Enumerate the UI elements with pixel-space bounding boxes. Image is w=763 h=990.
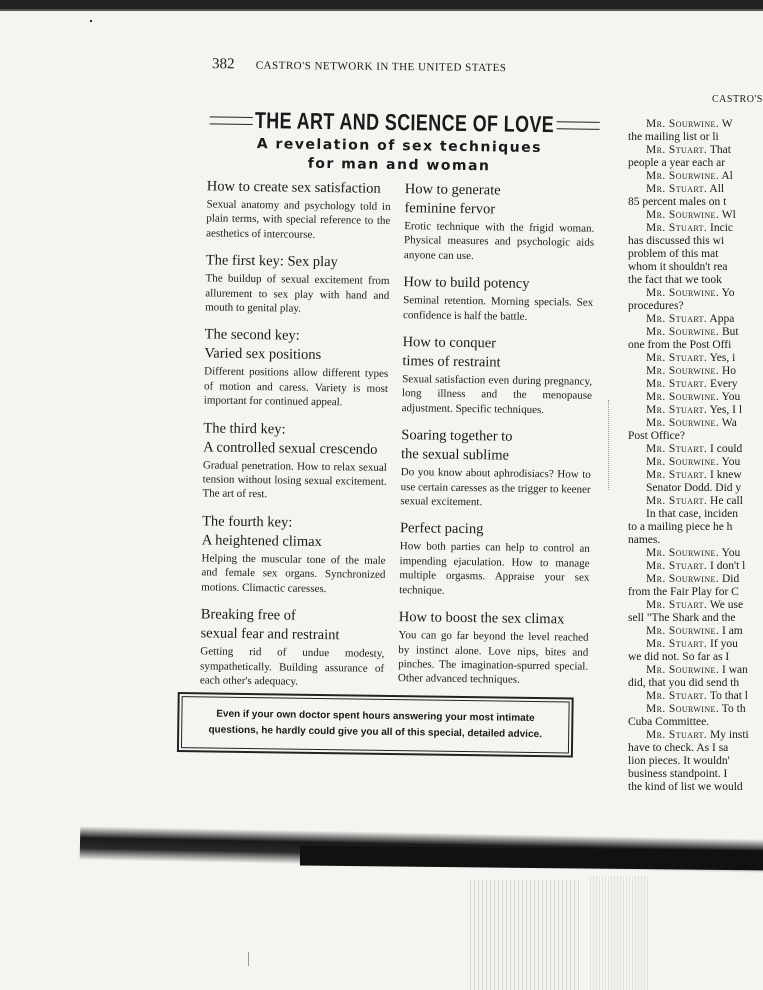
transcript-text: You	[721, 391, 741, 403]
transcript-text: 85 percent males on t	[628, 196, 727, 208]
transcript-text: whom it shouldn't rea	[628, 261, 728, 273]
transcript-text: Cuba Committee.	[628, 716, 710, 728]
transcript-column	[628, 118, 763, 794]
transcript-line	[628, 469, 763, 482]
speaker-name: Mr. Sourwine.	[646, 209, 720, 221]
speaker-name: Mr. Stuart.	[646, 378, 708, 390]
transcript-text: I wan	[722, 664, 748, 676]
ad-section	[206, 178, 391, 243]
transcript-text: To that l	[709, 690, 749, 702]
ad-section	[204, 327, 389, 411]
transcript-text: we did not. So far as I	[628, 651, 730, 663]
transcript-line	[628, 768, 763, 781]
advertisement	[171, 100, 605, 776]
transcript-line	[628, 300, 763, 313]
transcript-text: Senator Dodd. Did y	[646, 482, 742, 494]
speaker-name: Mr. Stuart.	[646, 469, 708, 481]
section-heading: Varied sex positions	[204, 345, 322, 364]
speaker-name: Mr. Stuart.	[646, 144, 708, 156]
transcript-line	[628, 170, 763, 183]
speaker-name: Mr. Sourwine.	[646, 417, 720, 429]
section-heading: How to boost the sex climax	[398, 609, 565, 628]
transcript-text: Al	[721, 170, 733, 182]
transcript-text: All	[709, 183, 725, 195]
transcript-line	[628, 144, 763, 157]
speaker-name: Mr. Sourwine.	[646, 547, 720, 559]
transcript-line	[628, 599, 763, 612]
speaker-name: Mr. Stuart.	[646, 690, 708, 702]
transcript-text: procedures?	[628, 300, 684, 312]
speaker-name: Mr. Sourwine.	[646, 287, 720, 299]
transcript-line	[628, 274, 763, 287]
section-body: Getting rid of undue modesty, sympathetically. Building assurance of each other's adequacy.	[199, 645, 385, 688]
transcript-text: the kind of list we would	[628, 781, 743, 793]
section-body: Different positions allow different types of motion and caress. Variety is most important for continued appeal.	[203, 365, 389, 409]
transcript-line	[628, 209, 763, 222]
transcript-line	[628, 456, 763, 469]
transcript-line	[628, 677, 763, 690]
ad-section	[402, 334, 593, 418]
transcript-text: W	[721, 118, 733, 130]
transcript-text: has discussed this wi	[628, 235, 725, 247]
section-body: How both parties can help to control an impending ejaculation. How to manage multiple orgasms. Appraise your sex technique.	[399, 540, 590, 597]
section-heading: times of restraint	[402, 353, 501, 371]
transcript-text: You	[721, 547, 741, 559]
transcript-line	[628, 547, 763, 560]
transcript-line	[628, 339, 763, 352]
speaker-name: Mr. Sourwine.	[646, 326, 720, 338]
transcript-text: problem of this mat	[628, 248, 719, 260]
transcript-line	[628, 131, 763, 144]
speaker-name: Mr. Stuart.	[646, 599, 708, 611]
transcript-text: Every	[710, 378, 738, 390]
transcript-line	[628, 417, 763, 430]
transcript-text: one from the Post Offi	[628, 339, 732, 351]
section-heading: Breaking free of	[200, 606, 296, 624]
scan-smear-dark	[300, 846, 763, 871]
transcript-text: Post Office?	[628, 430, 685, 442]
transcript-line	[628, 443, 763, 456]
transcript-line	[628, 157, 763, 170]
transcript-line	[628, 755, 763, 768]
running-head: CASTRO'S NETWORK IN THE UNITED STATES	[255, 59, 507, 75]
speaker-name: Mr. Sourwine.	[646, 456, 720, 468]
page-header	[212, 56, 572, 77]
transcript-text: That	[709, 144, 731, 156]
transcript-line	[628, 651, 763, 664]
transcript-line	[628, 560, 763, 573]
facing-page-head: CASTRO'S	[712, 94, 763, 105]
transcript-line	[628, 404, 763, 417]
speaker-name: Mr. Stuart.	[646, 443, 708, 455]
transcript-line	[628, 729, 763, 742]
transcript-text: My insti	[710, 729, 749, 741]
transcript-text: Yes, I l	[709, 404, 743, 416]
transcript-line	[628, 287, 763, 300]
transcript-text: the fact that we took	[628, 274, 722, 286]
transcript-line	[628, 521, 763, 534]
section-body: You can go far beyond the level reached by instinct alone. Love nips, bites and pinches. The imagination-spurred special. Other advanced techniques.	[397, 629, 589, 687]
transcript-text: sell "The Shark and the	[628, 612, 736, 624]
section-body: Sexual satisfaction even during pregnancy, long illness and the menopause adjustment. Specific techniques.	[401, 373, 593, 416]
transcript-text: I knew	[710, 469, 742, 481]
ad-subtitle-line: for man and woman	[307, 155, 491, 175]
transcript-line	[628, 430, 763, 443]
scan-artifact	[590, 876, 650, 990]
transcript-text: the mailing list or li	[628, 131, 719, 143]
section-body: Erotic technique with the frigid woman. Physical measures and psychologic aids anyone can use.	[403, 220, 595, 262]
transcript-text: I am	[722, 625, 743, 637]
transcript-text: In that case, inciden	[646, 508, 738, 520]
ad-right-column	[398, 181, 595, 700]
section-heading: A controlled sexual crescendo	[203, 439, 378, 458]
speaker-name: Mr. Stuart.	[646, 222, 708, 234]
transcript-line	[628, 391, 763, 404]
transcript-line	[628, 248, 763, 261]
transcript-line	[628, 508, 763, 521]
speaker-name: Mr. Stuart.	[646, 313, 708, 325]
speaker-name: Mr. Sourwine.	[646, 625, 720, 637]
transcript-line	[628, 235, 763, 248]
section-body: Gradual penetration. How to relax sexual tension without losing sexual excitement. The art of rest.	[202, 459, 387, 501]
section-heading: feminine fervor	[404, 200, 496, 218]
transcript-line	[628, 534, 763, 547]
scan-speck	[90, 20, 92, 22]
speaker-name: Mr. Stuart.	[646, 352, 708, 364]
transcript-text: He call	[710, 495, 743, 507]
transcript-line	[628, 313, 763, 326]
transcript-line	[628, 378, 763, 391]
section-heading: How to build potency	[403, 274, 530, 293]
transcript-line	[628, 664, 763, 677]
transcript-line	[628, 196, 763, 209]
ad-title: THE ART AND SCIENCE OF LOVE	[254, 107, 555, 138]
ad-section	[404, 181, 595, 265]
speaker-name: Mr. Stuart.	[646, 560, 708, 572]
transcript-text: But	[722, 326, 739, 338]
section-heading: the sexual sublime	[400, 446, 510, 464]
transcript-line	[628, 495, 763, 508]
transcript-text: To th	[721, 703, 746, 715]
transcript-text: business standpoint. I	[628, 768, 728, 780]
ad-notice-box: Even if your own doctor spent hours answering your most intimate questions, he hardly could give you all of this special, detailed advice.	[181, 696, 570, 753]
speaker-name: Mr. Stuart.	[646, 638, 708, 650]
section-body: Seminal retention. Morning specials. Sex confidence is half the battle.	[402, 294, 594, 323]
speaker-name: Mr. Stuart.	[646, 404, 708, 416]
transcript-text: Wl	[721, 209, 736, 221]
transcript-text: people a year each ar	[628, 157, 726, 169]
scan-artifact	[248, 952, 249, 966]
transcript-line	[628, 638, 763, 651]
speaker-name: Mr. Sourwine.	[646, 391, 720, 403]
transcript-line	[628, 482, 763, 495]
scan-top-border	[0, 0, 763, 9]
transcript-line	[628, 365, 763, 378]
section-heading: Soaring together to	[401, 427, 513, 445]
speaker-name: Mr. Sourwine.	[646, 703, 720, 715]
ad-left-column	[200, 178, 391, 702]
transcript-text: lion pieces. It wouldn'	[628, 755, 730, 767]
section-heading: The fourth key:	[202, 513, 293, 531]
transcript-line	[628, 352, 763, 365]
speaker-name: Mr. Sourwine.	[646, 573, 720, 585]
transcript-line	[628, 118, 763, 131]
speaker-name: Mr. Sourwine.	[646, 365, 720, 377]
scan-top-border-shadow	[0, 9, 763, 11]
ad-section	[399, 521, 590, 600]
speaker-name: Mr. Sourwine.	[646, 170, 720, 182]
speaker-name: Mr. Sourwine.	[646, 664, 720, 676]
section-body: Helping the muscular tone of the male and female sex organs. Synchronized motions. Climactic caresses.	[201, 552, 386, 595]
transcript-text: have to check. As I sa	[628, 742, 729, 754]
transcript-text: did, that you did send th	[628, 677, 740, 689]
ad-subtitle	[249, 135, 550, 177]
transcript-text: from the Fair Play for C	[628, 586, 739, 598]
section-heading: How to conquer	[402, 334, 497, 352]
gutter-dots	[608, 400, 610, 490]
ad-subtitle-line: A revelation of sex techniques	[256, 136, 543, 157]
section-heading: sexual fear and restraint	[200, 625, 340, 644]
transcript-line	[628, 625, 763, 638]
transcript-line	[628, 573, 763, 586]
section-body: Do you know about aphrodisiacs? How to use certain caresses as the trigger to keener sexual excitement.	[400, 466, 591, 509]
ad-section	[201, 513, 386, 597]
title-rule-right	[556, 121, 599, 130]
transcript-text: I could	[710, 443, 743, 455]
ad-section	[200, 606, 385, 690]
transcript-text: to a mailing piece he h	[628, 521, 733, 533]
transcript-line	[628, 703, 763, 716]
section-body: The buildup of sexual excitement from allurement to sex play with hand and mouth to genital play.	[205, 272, 390, 315]
speaker-name: Mr. Sourwine.	[646, 118, 720, 130]
transcript-line	[628, 612, 763, 625]
transcript-line	[628, 716, 763, 729]
title-rule-left	[210, 116, 253, 125]
transcript-line	[628, 326, 763, 339]
section-body: Sexual anatomy and psychology told in plain terms, with special reference to the aesthetics of intercourse.	[206, 198, 391, 241]
transcript-text: You	[721, 456, 741, 468]
transcript-line	[628, 222, 763, 235]
transcript-text: We use	[709, 599, 744, 611]
ad-title-row	[210, 106, 600, 138]
transcript-line	[628, 183, 763, 196]
section-heading: How to generate	[404, 181, 501, 199]
page-number: 382	[211, 56, 235, 73]
transcript-text: Yes, i	[709, 352, 736, 364]
transcript-text: Wa	[721, 417, 737, 429]
section-heading: Perfect pacing	[399, 520, 484, 538]
scan-artifact	[470, 880, 580, 990]
transcript-text: Ho	[722, 365, 737, 377]
ad-section	[205, 253, 390, 318]
ad-section	[403, 274, 594, 324]
transcript-text: names.	[628, 534, 661, 546]
transcript-text: Did	[722, 573, 740, 585]
section-heading: A heightened climax	[201, 532, 322, 550]
transcript-text: Appa	[709, 313, 735, 325]
transcript-text: Incic	[710, 222, 734, 234]
ad-section	[400, 427, 591, 511]
section-heading: The third key:	[203, 420, 286, 438]
speaker-name: Mr. Stuart.	[646, 495, 708, 507]
transcript-line	[628, 781, 763, 794]
section-heading: The second key:	[204, 326, 300, 345]
section-heading: How to create sex satisfaction	[206, 178, 381, 197]
transcript-line	[628, 586, 763, 599]
ad-section	[398, 609, 589, 688]
speaker-name: Mr. Stuart.	[646, 729, 708, 741]
speaker-name: Mr. Stuart.	[646, 183, 708, 195]
transcript-text: I don't l	[710, 560, 746, 572]
transcript-line	[628, 261, 763, 274]
transcript-text: Yo	[721, 287, 735, 299]
section-heading: The first key: Sex play	[205, 252, 338, 271]
transcript-line	[628, 742, 763, 755]
transcript-text: If you	[710, 638, 738, 650]
transcript-line	[628, 690, 763, 703]
ad-section	[202, 420, 387, 504]
